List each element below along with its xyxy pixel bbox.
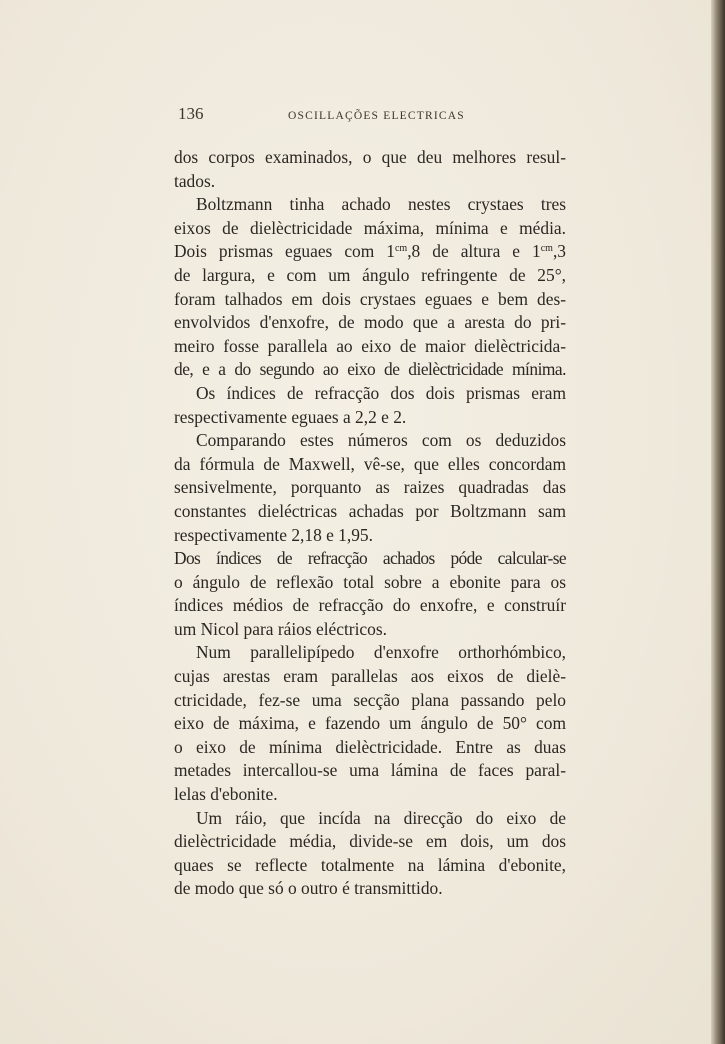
text-line: eixos de dielèctricidade máxima, mínima e média. [174,217,566,238]
text-line: o ángulo de reflexão total sobre a ebonite para os [174,571,566,592]
text-line: dielèctricidade média, divide-se em dois, um dos [174,831,566,852]
paragraph [174,641,566,806]
text-line: metades intercallou-se uma lámina de faces paral- [174,760,566,781]
text-line: ctricidade, fez-se uma secção plana passando pelo [174,689,566,710]
paragraph [174,146,566,193]
text-line: eixo de máxima, e fazendo um ángulo de 50° com [174,713,566,734]
text-line: respectivamente eguaes a 2,2 e 2. [174,406,407,427]
text-line: índices médios de refracção do enxofre, e construír [174,595,566,616]
text-line: o eixo de mínima dielèctricidade. Entre as duas [174,736,566,757]
running-title: OSCILLAÇÕES ELECTRICAS [288,110,465,122]
text-line: Os índices de refracção dos dois prismas eram [196,382,566,403]
text-line: da fórmula de Maxwell, vê-se, que elles concordam [174,453,566,474]
body-text [174,146,566,901]
text-line: lelas d'ebonite. [174,784,278,805]
paragraph [174,382,566,429]
text-line: Dos índices de refracção achados póde calcular-se [174,548,566,569]
text-line: dos corpos examinados, o que deu melhores resul- [174,147,566,167]
text-line: Um ráio, que incída na direcção do eixo de [196,807,566,828]
text-line: sensivelmente, porquanto as raizes quadradas das [174,477,566,498]
text-line: Comparando estes números com os deduzidos [196,430,566,451]
paragraph [174,193,566,382]
text-line: Dois prismas eguaes com $1^{cm},8$ de altura e $1^{cm},3$ [174,241,566,262]
text-line: de modo que só o outro é transmittido. [174,878,443,899]
text-line: respectivamente 2,18 e 1,95. [174,524,373,545]
text-line: quaes se reflecte totalmente na lámina d'ebonite, [174,854,566,875]
text-line: foram talhados em dois crystaes eguaes e bem des- [174,288,566,309]
text-line: meiro fosse parallela ao eixo de maior dielèctricida- [174,335,566,356]
page-edge-shadow [711,0,725,1044]
paragraph [174,429,566,547]
text-line: cujas arestas eram parallelas aos eixos de dielè- [174,666,566,687]
paragraph [174,807,566,901]
text-line: de largura, e com um ángulo refringente de 25°, [174,264,566,285]
text-line: de, e a do segundo ao eixo de dielèctricidade mínima. [174,359,566,380]
text-line: constantes dieléctricas achadas por Boltzmann sam [174,500,566,521]
page-header [178,104,568,128]
paragraph [174,547,566,641]
text-line: um Nicol para ráios eléctricos. [174,618,387,639]
page-number: 136 [178,104,204,123]
text-line: envolvidos d'enxofre, de modo que a aresta do pri- [174,312,566,333]
text-line: tados. [174,170,216,191]
text-line: Num parallelipípedo d'enxofre orthorhómbico, [196,642,566,663]
text-line: Boltzmann tinha achado nestes crystaes tres [196,194,566,215]
